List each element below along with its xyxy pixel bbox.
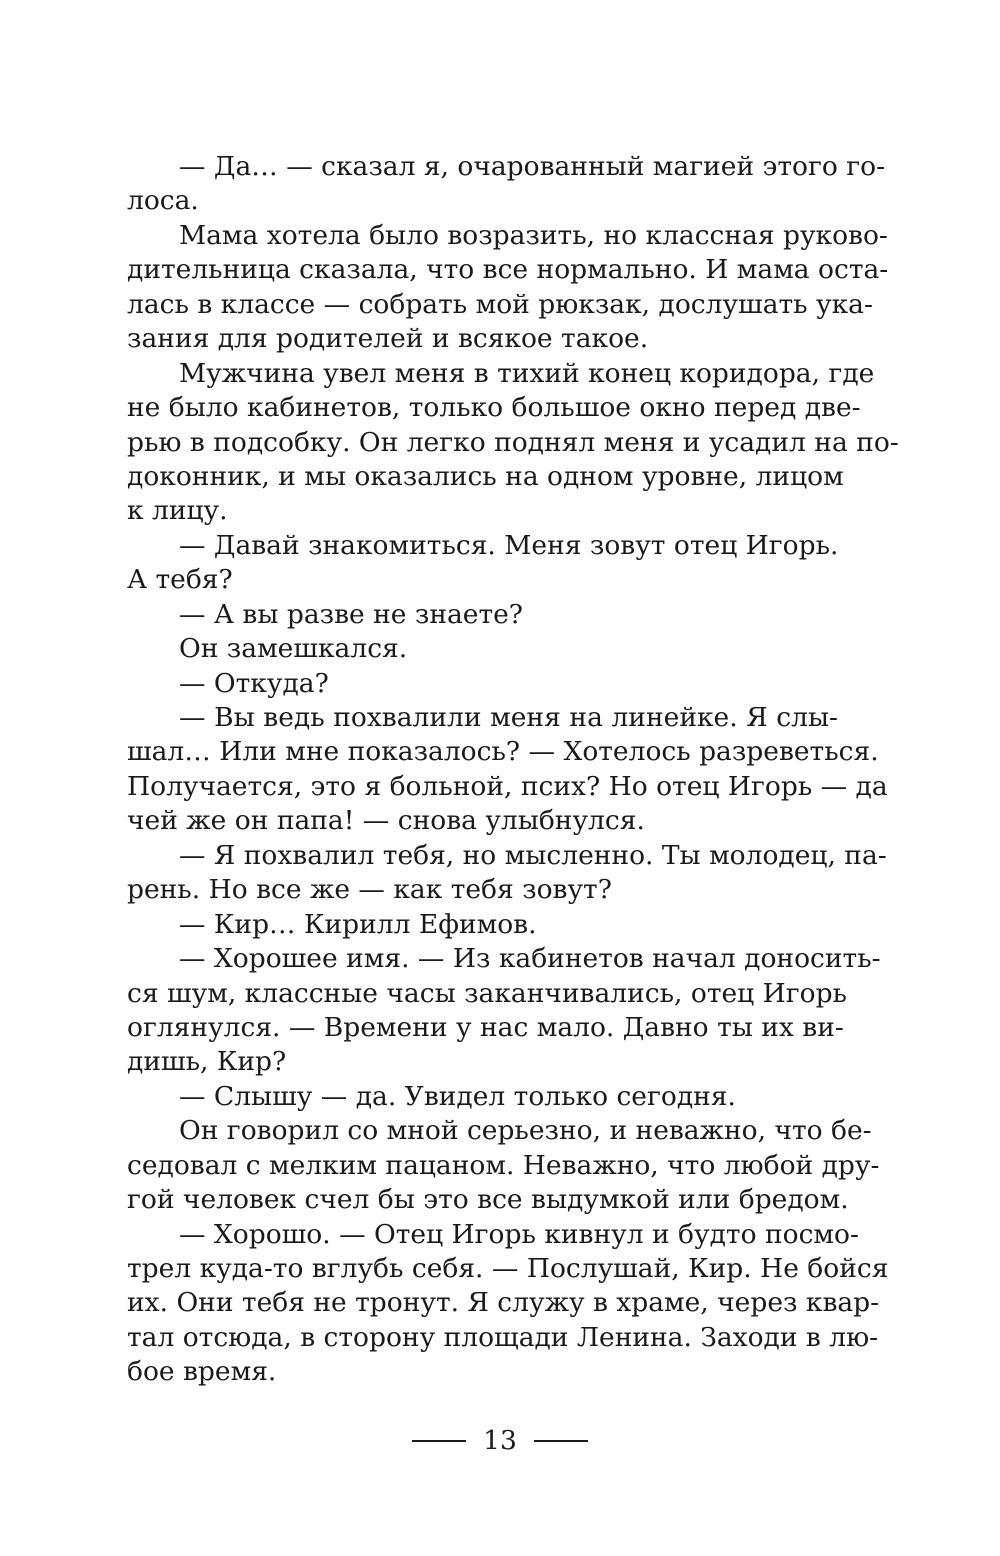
text-line: Мама хотела было возразить, но классная руково- [179,219,888,251]
text-line: — Слышу — да. Увидел только сегодня. [179,1080,736,1112]
text-line: гой человек счел бы это все выдумкой или бредом. [127,1184,849,1216]
text-line: — Хорошо. — Отец Игорь кивнул и будто посмо- [179,1218,859,1250]
text-line: А тебя? [127,564,233,596]
text-line: зания для родителей и всякое такое. [127,323,649,355]
page-number: 13 [483,1424,517,1456]
text-line: — Да… — сказал я, очарованный магией этого го- [179,151,886,182]
text-line: — Давай знакомиться. Меня зовут отец Игорь. [179,529,839,561]
text-line: — Я похвалил тебя, но мысленно. Ты молодец, па- [179,839,887,871]
text-line: — А вы разве не знаете? [179,598,524,630]
right-rule [534,1440,588,1442]
text-line: не было кабинетов, только большое окно перед две- [127,392,861,424]
text-line: — Кир… Кирилл Ефимов. [179,908,537,940]
text-line: — Вы ведь похвалили меня на линейке. Я слы- [179,702,838,733]
text-line: к лицу. [127,495,228,527]
text-line: рень. Но все же — как тебя зовут? [127,874,612,906]
left-rule [412,1440,466,1442]
text-line: Мужчина увел меня в тихий конец коридора, где [179,357,875,389]
text-line: Он говорил со мной серьезно, и неважно, что бе- [179,1115,872,1147]
text-line: лась в классе — собрать мой рюкзак, дослушать ука- [127,288,873,320]
text-line: тал отсюда, в сторону площади Ленина. Заходи в лю- [127,1321,879,1353]
body-text [127,150,899,1390]
text-line: седовал с мелким пацаном. Неважно, что любой дру- [127,1149,880,1181]
text-line: оглянулся. — Времени у нас мало. Давно ты их ви- [127,1011,844,1043]
text-line: ся шум, классные часы заканчивались, отец Игорь [127,977,847,1009]
text-line: — Хорошее имя. — Из кабинетов начал доносить- [179,943,881,975]
page-number-footer [0,1420,1000,1460]
text-line: их. Они тебя не тронут. Я служу в храме, через квар- [127,1287,880,1319]
text-line: рью в подсобку. Он легко поднял меня и усадил на по- [127,426,899,458]
text-line: Он замешкался. [179,633,408,665]
text-line: доконник, и мы оказались на одном уровне, лицом [127,460,844,492]
text-line: лоса. [127,185,199,217]
text-line: дишь, Кир? [127,1046,287,1078]
text-line: — Откуда? [179,667,329,699]
text-line: бое время. [127,1356,277,1388]
text-line: дительница сказала, что все нормально. И мама оста- [127,254,889,286]
text-line: шал… Или мне показалось? — Хотелось разреветься. [127,736,879,768]
text-line: трел куда-то вглубь себя. — Послушай, Кир. Не бойся [127,1253,889,1284]
text-line: Получается, это я больной, псих? Но отец Игорь — да [127,770,888,802]
text-line: чей же он папа! — снова улыбнулся. [127,805,645,837]
